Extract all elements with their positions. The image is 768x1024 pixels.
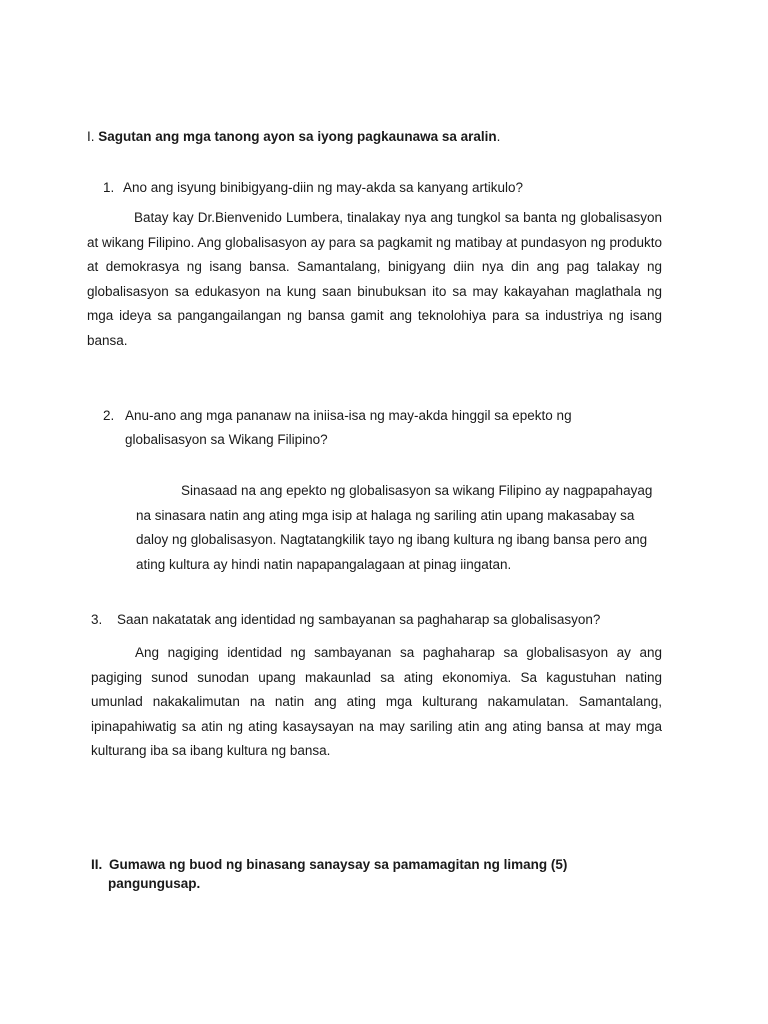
question-1-number: 1. (103, 180, 115, 195)
section-2-title-line-1: Gumawa ng buod ng binasang sanaysay sa pamamagitan ng limang (5) (109, 857, 568, 872)
section-1-heading (87, 129, 500, 144)
section-2-numeral: II. (91, 857, 103, 872)
section-1-title-end: . (496, 129, 501, 144)
question-3 (91, 612, 600, 627)
section-2-heading (91, 857, 567, 872)
question-2-number: 2. (103, 408, 115, 423)
question-2-text-line-2: globalisasyon sa Wikang Filipino? (125, 432, 328, 447)
question-2 (103, 408, 572, 423)
answer-3: Ang nagiging identidad ng sambayanan sa paghaharap sa globalisasyon ay ang pagiging sunod sunodan upang makaunlad sa ating ekonomiya. Sa kagustuhan nating umunlad nakakalimutan na natin ang ating mga kulturang nakamulatan. Samantalang, ipinapahiwatig sa atin ng ating kasaysayan na may sariling atin ang ating bansa at may mga kulturang iba sa ibang kultura ng bansa. (91, 645, 662, 759)
question-1 (103, 180, 523, 195)
answer-1: Batay kay Dr.Bienvenido Lumbera, tinalakay nya ang tungkol sa banta ng globalisasyon at wikang Filipino. Ang globalisasyon ay para sa pagkamit ng matibay at pundasyon ng produkto at demokrasya ng isang bansa. Samantalang, binigyang diin nya din ang pag talakay ng globalisasyon sa edukasyon na kung saan binubuksan ito sa may kakayahan maglathala ng mga ideya sa pangangailangan ng bansa gamit ang teknolohiya para sa industriya ng isang bansa. (87, 210, 662, 348)
question-3-text: Saan nakatatak ang identidad ng sambayanan sa paghaharap sa globalisasyon? (117, 612, 601, 627)
question-3-number: 3. (91, 612, 103, 627)
section-2-title-line-2: pangungusap. (108, 876, 201, 891)
answer-2: Sinasaad na ang epekto ng globalisasyon sa wikang Filipino ay nagpapahayag na sinasara natin ang ating mga isip at halaga ng sariling atin upang makasabay sa daloy ng globalisasyon. Nagtatangkilik tayo ng ibang kultura ng ibang bansa pero ang ating kultura ay hindi natin napapangalagaan at pinag iingatan. (136, 483, 653, 572)
section-1-title: Sagutan ang mga tanong ayon sa iyong pagkaunawa sa aralin (98, 129, 497, 144)
section-1-numeral: I. (87, 129, 95, 144)
question-2-text-line-1: Anu-ano ang mga pananaw na iniisa-isa ng may-akda hinggil sa epekto ng (125, 408, 572, 423)
question-1-text: Ano ang isyung binibigyang-diin ng may-akda sa kanyang artikulo? (123, 180, 524, 195)
